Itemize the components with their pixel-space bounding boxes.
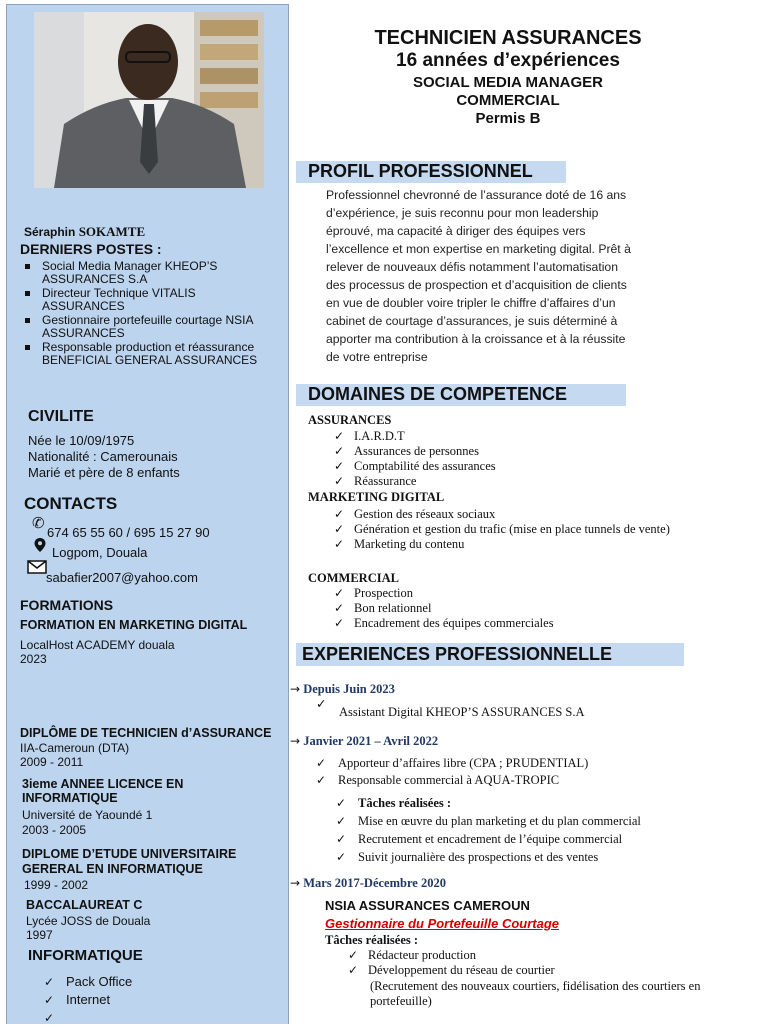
profil-line: de votre entreprise [326,350,428,364]
list-item [334,522,670,537]
checkmark-icon: ✓ [334,522,345,536]
checkmark-icon: ✓ [44,1011,55,1025]
list-item [336,830,641,848]
skill-label: I.A.R.D.T [354,429,405,443]
profil-line: cabinet de courtage d’assurances, je suis déterminé à [326,314,618,328]
skill-label: Internet [66,992,111,1007]
commercial-title: COMMERCIAL [308,571,399,585]
header [300,26,716,128]
years-experience: 16 années d’expériences [396,50,620,71]
civilite-title: CIVILITE [28,408,94,425]
formation-1-school: LocalHost ACADEMY douala [20,638,175,652]
formation-1-details [20,638,175,666]
experience-role: Apporteur d’affaires libre (CPA ; PRUDENTIAL) [338,756,589,770]
note-line: (Recrutement des nouveaux courtiers, fidélisation des courtiers en [370,979,701,993]
formation-3-year: 2003 - 2005 [22,823,87,837]
phone-icon: ✆ [32,515,45,532]
formation-4-title-line1: DIPLOME D’ETUDE UNIVERSITAIRE [22,847,237,861]
formation-2-title: DIPLÔME DE TECHNICIEN d’ASSURANCE [20,726,272,740]
skill-label: Gestion des réseaux sociaux [354,507,496,521]
experience-role: Responsable commercial à AQUA-TROPIC [338,773,560,787]
arrow-right-icon: → [290,876,301,890]
task-item: Recrutement et encadrement de l’équipe commercial [358,832,623,846]
formation-5-year: 1997 [26,928,53,942]
profil-line: Professionnel chevronné de l’assurance doté de 16 ans [326,188,627,202]
list-item [44,973,132,991]
job-title: TECHNICIEN ASSURANCES [374,27,642,49]
list-item [334,507,670,522]
formation-2-year: 2009 - 2011 [20,755,84,769]
list-item [348,963,555,978]
list-item [336,848,641,866]
skill-label: Encadrement des équipes commerciales [354,616,554,630]
location-pin-icon [33,537,47,553]
task-item: Suivit journalière des prospections et des ventes [358,850,599,864]
formation-5-school: Lycée JOSS de Douala [26,914,151,928]
arrow-right-icon: → [290,682,301,696]
formations-title: FORMATIONS [20,597,114,613]
experience-3-date: Mars 2017-Décembre 2020 [303,876,446,890]
domaines-title: DOMAINES DE COMPETENCE [308,384,568,404]
profil-line: en vue de doubler voire tripler le chiffre d’affaires d’un [326,296,616,310]
experience-1-item: Assistant Digital KHEOP’S ASSURANCES S.A [339,705,585,719]
checkmark-icon: ✓ [334,537,345,551]
commercial-list [334,586,554,631]
list-item: Gestionnaire portefeuille courtage NSIA ASSURANCES [20,314,275,340]
list-item [334,429,496,444]
profil-line: relever de nouveaux défis notamment l’automatisation [326,260,618,274]
skill-label: Prospection [354,586,414,600]
list-item [334,586,554,601]
candidate-name [24,224,145,240]
experience-3-role: Gestionnaire du Portefeuille Courtage [325,916,560,931]
checkmark-icon: ✓ [334,601,345,615]
experience-3-note [370,979,760,1009]
contacts-title: CONTACTS [24,494,118,513]
formation-1-year: 2023 [20,652,47,666]
experience-3-header [290,876,446,891]
formation-5-details [26,914,150,942]
role-social-media: SOCIAL MEDIA MANAGER [412,74,603,91]
list-item [316,755,588,772]
checkmark-icon: ✓ [316,697,327,711]
experience-2-date: Janvier 2021 – Avril 2022 [303,734,439,748]
list-item: Responsable production et réassurance BENEFICIAL GENERAL ASSURANCES [20,341,275,367]
profil-text [326,186,688,366]
formation-3-title [22,777,183,805]
experience-3-company: NSIA ASSURANCES CAMEROUN [325,898,530,913]
list-item [336,794,641,812]
checkmark-icon: ✓ [334,616,345,630]
checkmark-icon: ✓ [334,459,345,473]
checkmark-icon: ✓ [44,975,55,989]
list-item: Directeur Technique VITALIS ASSURANCES [20,287,275,313]
list-item [44,991,132,1009]
arrow-right-icon: → [290,734,301,748]
checkmark-icon: ✓ [334,474,345,488]
experience-3-taches [348,948,555,978]
formation-3-title-line1: 3ieme ANNEE LICENCE EN [22,777,184,791]
list-item [334,444,496,459]
checkmark-icon: ✓ [334,586,345,600]
list-item [334,459,496,474]
email-envelope-icon [27,560,47,574]
formation-2-school: IIA-Cameroun (DTA) [20,741,130,755]
permis: Permis B [475,110,541,127]
formation-5-title: BACCALAUREAT C [26,898,143,912]
note-line: portefeuille) [370,994,432,1008]
task-item: Rédacteur production [368,948,476,962]
profile-photo [34,12,264,188]
list-item: Social Media Manager KHEOP’S ASSURANCES S.A [20,260,275,286]
profil-line: des processus de prospection et d’acquisition de clients [326,278,627,292]
checkmark-icon: ✓ [348,948,359,962]
postes-title: DERNIERS POSTES : [20,241,162,257]
checkmark-icon: ✓ [348,963,359,977]
list-item [334,601,554,616]
profil-line: d’expérience, je suis reconnu pour mon leadership [326,206,599,220]
profil-line: apporter ma contribution à la croissance et à la réussite [326,332,626,346]
nationality: Nationalité : Camerounais [28,449,178,464]
list-item [336,812,641,830]
formation-4-title [22,847,236,877]
last-name: SOKAMTE [78,224,146,239]
formation-3-title-line2: INFORMATIQUE [22,791,118,805]
address: Logpom, Douala [52,545,148,560]
informatique-title: INFORMATIQUE [28,947,143,964]
experience-1-date: Depuis Juin 2023 [303,682,395,696]
person-photo-icon [34,12,264,188]
experiences-title: EXPERIENCES PROFESSIONNELLE [302,644,613,664]
formation-4-title-line2: GERERAL EN INFORMATIQUE [22,862,203,876]
skill-label: Réassurance [354,474,417,488]
task-item: Mise en œuvre du plan marketing et du plan commercial [358,814,641,828]
experience-2-taches [336,794,641,866]
family-status: Marié et père de 8 enfants [28,465,180,480]
experience-3-taches-title: Tâches réalisées : [325,933,419,947]
experience-2-items [316,755,588,789]
checkmark-icon: ✓ [336,850,347,864]
assurances-list [334,429,496,489]
checkmark-icon: ✓ [316,756,327,770]
phone-number[interactable]: 674 65 55 60 / 695 15 27 90 [47,525,210,540]
marketing-list [334,507,670,552]
skill-label: Comptabilité des assurances [354,459,496,473]
skill-label: Génération et gestion du trafic (mise en place tunnels de vente) [354,522,670,536]
civilite-info [28,433,180,481]
list-item [334,616,554,631]
formation-4-year: 1999 - 2002 [24,878,89,892]
checkmark-icon: ✓ [316,773,327,787]
assurances-title: ASSURANCES [308,413,392,427]
experience-1-header [290,682,395,697]
list-item [44,1009,132,1027]
profil-line: l’excellence et mon expertise en marketing digital. Prêt à [326,242,631,256]
profil-line: éprouvé, ma capacité à diriger des équipes vers [326,224,586,238]
list-item [334,474,496,489]
list-item [334,537,670,552]
checkmark-icon: ✓ [336,796,347,810]
checkmark-icon: ✓ [336,814,347,828]
formation-1-title: FORMATION EN MARKETING DIGITAL [20,618,248,632]
task-item: Développement du réseau de courtier [368,963,555,977]
checkmark-icon: ✓ [336,832,347,846]
formation-3-details [22,808,152,838]
profil-title: PROFIL PROFESSIONNEL [308,161,533,181]
checkmark-icon: ✓ [334,429,345,443]
checkmark-icon: ✓ [334,507,345,521]
taches-title: Tâches réalisées : [358,796,452,810]
skill-label: Assurances de personnes [354,444,479,458]
marketing-title: MARKETING DIGITAL [308,490,445,504]
first-name: Séraphin [24,225,79,239]
role-commercial: COMMERCIAL [456,92,560,109]
birth-date: Née le 10/09/1975 [28,433,135,448]
postes-list [20,260,275,367]
experience-2-header [290,734,438,749]
informatique-list [44,973,132,1027]
formation-3-school: Université de Yaoundé 1 [22,808,153,822]
formation-2-details [20,741,129,769]
checkmark-icon: ✓ [334,444,345,458]
skill-label: Marketing du contenu [354,537,465,551]
list-item [316,772,588,789]
checkmark-icon: ✓ [44,993,55,1007]
list-item [348,948,555,963]
skill-label: Pack Office [66,974,133,989]
email-address[interactable]: sabafier2007@yahoo.com [46,570,198,585]
skill-label: Bon relationnel [354,601,432,615]
